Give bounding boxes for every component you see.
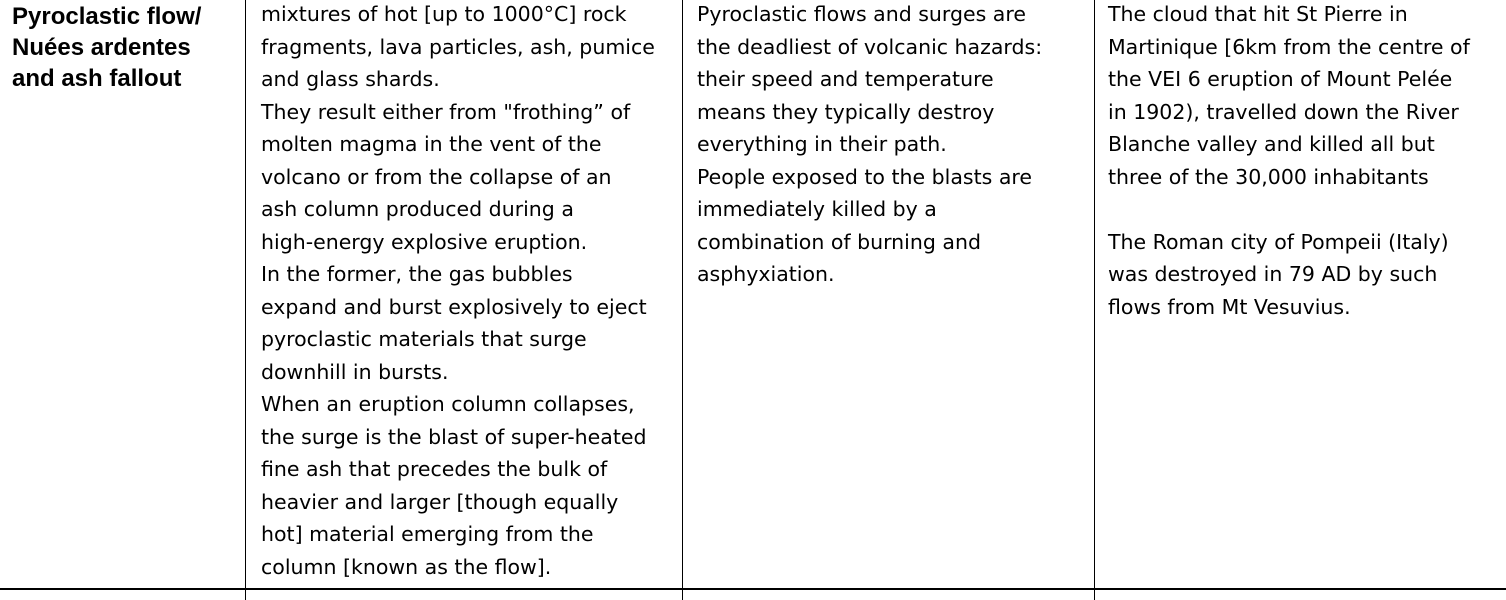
hazard-examples: The cloud that hit St Pierre in Martinique [6km from the centre of the VEI 6 eruption of Mount Pelée in 1902), travelled down the River Blanche valley and killed all but three of the 30,000 inhabitants The Roman city of Pompeii (Italy) was destroyed in 79 AD by such flows from Mt Vesuvius. [1108, 2, 1470, 319]
hazard-description: mixtures of hot [up to 1000°C] rock fragments, lava particles, ash, pumice and glass shards. They result either from "frothing” of molten magma in the vent of the volcano or from the collapse of an ash column produced during a high-energy explosive eruption. In the former, the gas bubbles expand and burst explosively to eject pyroclastic materials that surge downhill in bursts. When an eruption column collapses, the surge is the blast of super-heated fine ash that precedes the bulk of heavier and larger [though equally hot] material emerging from the column [known as the flow]. [261, 2, 655, 579]
description-cell [245, 0, 682, 600]
row-divider [0, 588, 1506, 590]
hazard-impact: Pyroclastic flows and surges are the deadliest of volcanic hazards: their speed and temperature means they typically destroy everything in their path. People exposed to the blasts are immediately killed by a combination of burning and asphyxiation. [697, 2, 1043, 286]
impact-cell [682, 0, 1094, 600]
hazard-name-cell [0, 0, 245, 600]
hazard-name: Pyroclastic flow/ Nuées ardentes and ash fallout [12, 3, 202, 92]
examples-cell [1094, 0, 1506, 600]
